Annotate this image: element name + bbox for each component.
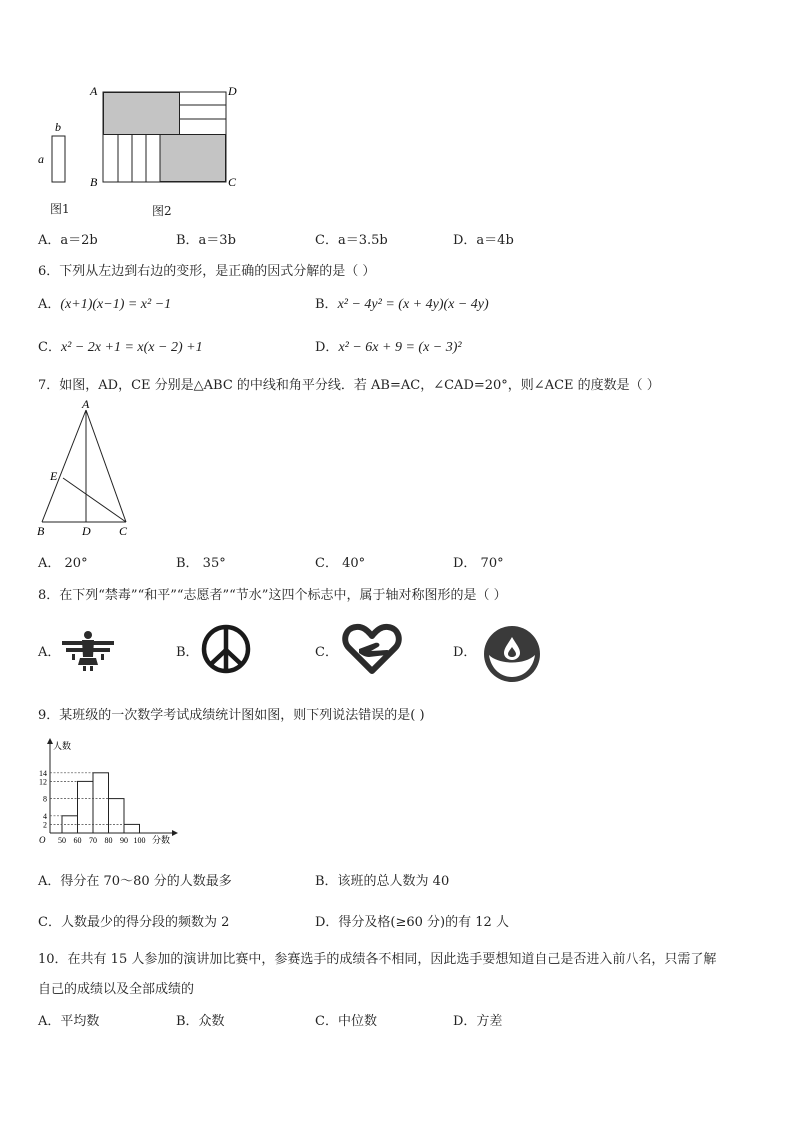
q7-point-D: D: [82, 524, 91, 538]
q5-option-b[interactable]: B．a＝3b: [176, 233, 236, 248]
q9-option-d[interactable]: D．得分及格(≥60 分)的有 12 人: [315, 915, 509, 930]
q10-stem-line-1: 10．在共有 15 人参加的演讲加比赛中，参赛选手的成绩各不相同，因此选手要想知道自己是否进入前八名，只需了解: [38, 952, 717, 967]
fig2-point-A: A: [90, 84, 98, 98]
fig2-shaded-bottom-right: [160, 135, 226, 182]
q7-option-d[interactable]: D． 70°: [453, 556, 504, 571]
x-tick-label: 90: [120, 836, 128, 845]
score-histogram-chart: [34, 736, 182, 848]
y-tick-label: 8: [43, 794, 47, 804]
fig2-point-C: C: [228, 175, 237, 189]
q9-option-a[interactable]: A．得分在 70～80 分的人数最多: [38, 874, 232, 889]
q6-option-a-expr: (x+1)(x−1) = x² −1: [60, 297, 172, 312]
y-tick-label: 4: [43, 811, 47, 821]
q9-option-b[interactable]: B．该班的总人数为 40: [315, 874, 450, 889]
q7-point-C: C: [119, 524, 128, 538]
x-tick-label: 70: [89, 836, 97, 845]
y-axis-label: 人数: [53, 741, 72, 751]
q8-option-c-label: C．: [315, 645, 338, 660]
q6-option-a[interactable]: [38, 293, 171, 313]
water-saving-drop-icon: [483, 625, 541, 683]
histogram-bar: [124, 824, 140, 833]
q8-option-d-label: D．: [453, 645, 477, 660]
q8-option-a-label: A．: [38, 645, 61, 660]
q7-point-E: E: [50, 469, 58, 483]
q8-stem: 8．在下列“禁毒”“和平”“志愿者”“节水”这四个标志中，属于轴对称图形的是（ ）: [38, 588, 507, 603]
fig1-label-b: b: [55, 120, 61, 134]
q6-stem: 6．下列从左边到右边的变形，是正确的因式分解的是（ ）: [38, 264, 376, 279]
x-tick-label: 50: [58, 836, 66, 845]
q6-option-a-label: A．: [38, 297, 61, 312]
q10-option-d[interactable]: D．方差: [453, 1014, 503, 1029]
histogram-bar: [93, 773, 109, 833]
y-tick-label: 12: [39, 777, 47, 787]
histogram-bar: [109, 799, 125, 833]
x-tick-label: 100: [133, 836, 146, 845]
q9-stem: 9．某班级的一次数学考试成绩统计图如图，则下列说法错误的是( ): [38, 708, 425, 723]
q5-option-c[interactable]: C．a＝3.5b: [315, 233, 388, 248]
fig2-caption: 图2: [152, 204, 172, 218]
q6-option-d[interactable]: [315, 336, 462, 356]
q6-option-b-expr: x² − 4y² = (x + 4y)(x − 4y): [337, 297, 489, 312]
origin-label: O: [39, 835, 46, 845]
x-axis-arrow: [172, 830, 178, 836]
q9-option-c[interactable]: C．人数最少的得分段的频数为 2: [38, 915, 230, 930]
q7-point-B: B: [37, 524, 45, 538]
q7-triangle-figure: [32, 398, 142, 540]
fig2-point-B: B: [90, 175, 98, 189]
histogram-bar: [78, 781, 94, 833]
fig2-point-D: D: [228, 84, 237, 98]
q6-option-c[interactable]: [38, 336, 203, 356]
x-tick-label: 80: [104, 836, 113, 845]
q10-option-b[interactable]: B．众数: [176, 1014, 225, 1029]
q10-option-a[interactable]: A．平均数: [38, 1014, 100, 1029]
q10-option-c[interactable]: C．中位数: [315, 1014, 377, 1029]
x-tick-label: 60: [73, 836, 82, 845]
y-tick-label: 2: [43, 820, 47, 830]
fig2-shaded-top-left: [104, 93, 180, 135]
q5-option-a[interactable]: A．a＝2b: [38, 233, 98, 248]
fig1-rect: [52, 136, 65, 182]
q6-option-d-expr: x² − 6x + 9 = (x − 3)²: [338, 340, 462, 355]
q7-option-a[interactable]: A． 20°: [38, 556, 88, 571]
q5-option-d[interactable]: D．a＝4b: [453, 233, 514, 248]
fig1-label-a: a: [38, 152, 44, 166]
q7-option-c[interactable]: C． 40°: [315, 556, 366, 571]
q6-option-b-label: B．: [315, 297, 338, 312]
q10-stem-line-2: 自己的成绩以及全部成绩的: [38, 982, 195, 997]
q6-option-c-label: C．: [38, 340, 61, 355]
q6-option-b[interactable]: [315, 293, 489, 313]
q7-option-b[interactable]: B． 35°: [176, 556, 226, 571]
q7-point-A: A: [82, 398, 90, 411]
q6-option-d-label: D．: [315, 340, 339, 355]
y-tick-label: 14: [39, 768, 47, 778]
volunteer-heart-hand-icon: [341, 621, 403, 677]
q8-option-b-label: B．: [176, 645, 199, 660]
q7-stem: 7．如图，AD，CE 分别是△ABC 的中线和角平分线．若 AB=AC，∠CAD=20°，则∠ACE 的度数是（ ）: [38, 378, 660, 393]
anti-drug-eagle-icon: [60, 625, 116, 673]
q6-option-c-expr: x² − 2x +1 = x(x − 2) +1: [60, 340, 203, 355]
peace-sign-icon: [200, 623, 252, 675]
fig1-caption: 图1: [50, 202, 70, 216]
x-axis-label: 分数: [152, 835, 171, 845]
